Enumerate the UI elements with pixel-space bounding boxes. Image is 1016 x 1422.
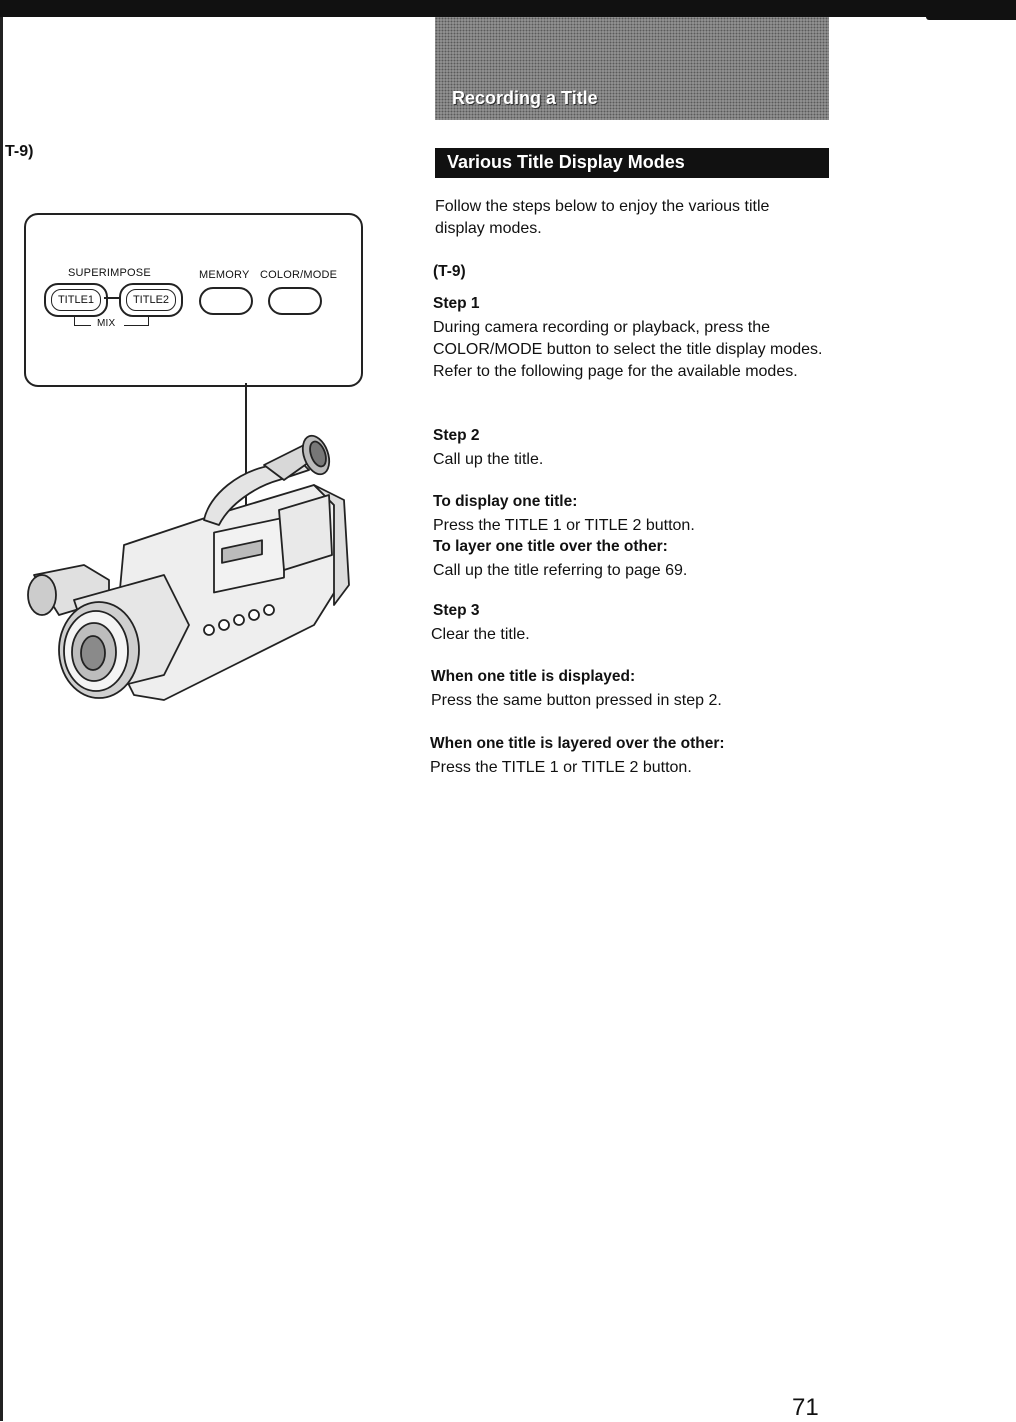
top-rule (0, 0, 1016, 17)
page-number: 71 (792, 1394, 819, 1421)
step1-heading: Step 1 (433, 295, 480, 312)
title2-button (119, 283, 183, 317)
color-mode-label: COLOR/MODE (260, 269, 338, 281)
one-displayed-heading: When one title is displayed: (431, 668, 636, 685)
step3-text: Clear the title. (431, 626, 530, 643)
mix-link-line (104, 297, 120, 299)
display-one-text: Press the TITLE 1 or TITLE 2 button. (433, 517, 695, 534)
title2-button-label: TITLE2 (126, 289, 176, 311)
mode-ref: (T-9) (433, 263, 466, 280)
section-banner-label: Recording a Title (452, 88, 598, 108)
title1-button-label: TITLE1 (51, 289, 101, 311)
display-one-heading: To display one title: (433, 493, 578, 510)
page-ref-fragment: T-9) (5, 143, 34, 160)
superimpose-label: SUPERIMPOSE (68, 267, 151, 279)
mix-label: MIX (97, 318, 116, 329)
mix-bracket-left (74, 316, 91, 326)
step1-text: During camera recording or playback, press the COLOR/MODE button to select the title display modes. Refer to the following page for the available modes. (433, 319, 823, 380)
memory-button (199, 287, 253, 315)
layered-heading: When one title is layered over the other: (430, 735, 725, 752)
section-heading: Various Title Display Modes (447, 152, 685, 172)
layered-text: Press the TITLE 1 or TITLE 2 button. (430, 759, 692, 776)
step3-heading: Step 3 (433, 602, 480, 619)
title1-button (44, 283, 108, 317)
mix-bracket-right (124, 316, 149, 326)
left-rule (0, 17, 3, 1421)
camcorder-illustration (14, 425, 354, 715)
color-mode-button (268, 287, 322, 315)
one-displayed-text: Press the same button pressed in step 2. (431, 692, 722, 709)
intro-text: Follow the steps below to enjoy the various title display modes. (435, 198, 770, 237)
layer-heading: To layer one title over the other: (433, 538, 668, 555)
memory-label: MEMORY (199, 269, 250, 281)
step2-text: Call up the title. (433, 451, 544, 468)
layer-text: Call up the title referring to page 69. (433, 562, 688, 579)
step2-heading: Step 2 (433, 427, 480, 444)
